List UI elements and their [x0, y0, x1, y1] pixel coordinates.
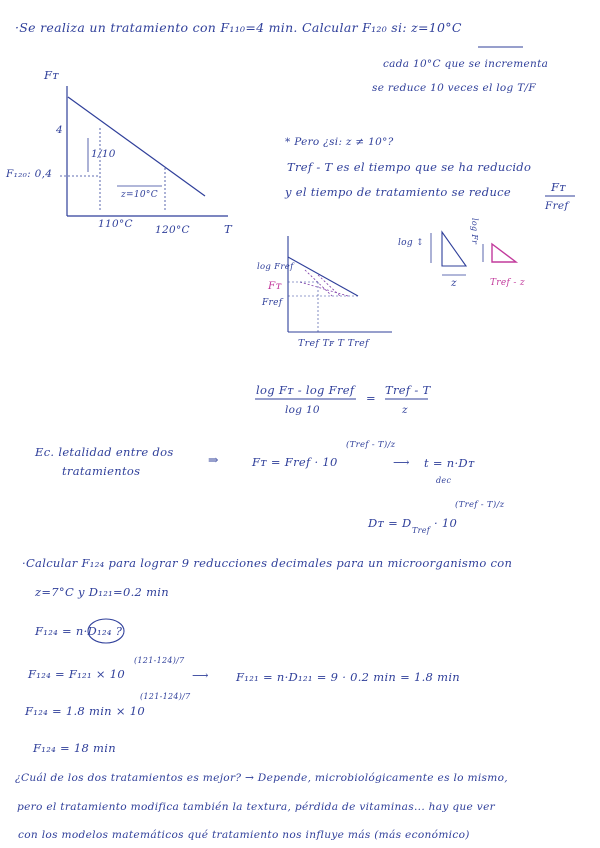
lethality-arrow2: ⟶ [393, 455, 410, 469]
eq1-rhs-num: Tref - T [385, 383, 431, 397]
graph2-y-top: log Fref [257, 262, 294, 272]
graph1-x-110: 110°C [98, 218, 133, 230]
lethality-eq-exp: (Tref - T)/z [346, 440, 396, 450]
lethality-eq3-sub: Tref [412, 526, 431, 535]
graph1-curve [68, 97, 205, 196]
triangle-log-label: log ↕ [398, 238, 424, 248]
eq1-rhs-den: z [402, 404, 408, 416]
triangle-z-label: z [451, 277, 457, 289]
z-note-frac-num: Fᴛ [551, 180, 566, 194]
z-note-line2: Tref - T es el tiempo que se ha reducido [287, 160, 532, 174]
graph1-delta: 1/10 [91, 148, 116, 160]
problem2-step3-exp: (121-124)/7 [140, 692, 191, 701]
problem2-step2-arrow: ⟶ [192, 668, 209, 682]
graph1-tick-4: 4 [56, 124, 63, 136]
lethality-eq2: t = n·Dᴛ [424, 456, 475, 470]
triangle-tref-label: Tref - z [490, 278, 525, 288]
z-note-line3: y el tiempo de tratamiento se reduce [285, 185, 511, 199]
graph1-y-label: Fᴛ [44, 68, 59, 82]
conclusion-line1: ¿Cuál de los dos tratamientos es mejor? → Depende, microbiológicamente es lo mismo, [15, 772, 508, 784]
lethality-arrow: ⇒ [208, 452, 219, 467]
graph2-y-mid: Fᴛ [268, 280, 282, 292]
problem2-step2-exp: (121-124)/7 [134, 656, 185, 665]
note-line2: se reduce 10 veces el log T/F [372, 82, 536, 94]
lethality-eq: Fᴛ = Fref · 10 [252, 455, 338, 469]
problem2-step1: F₁₂₄ = n·D₁₂₄ ? [35, 624, 123, 638]
eq1-equals: = [366, 391, 376, 405]
triangle-vertical-text: log Fr [470, 218, 479, 245]
problem2-step3: F₁₂₄ = 1.8 min × 10 [25, 704, 145, 718]
problem1-statement: ·Se realiza un tratamiento con F₁₁₀=4 min. Calcular F₁₂₀ si: z=10°C [15, 20, 462, 35]
eq1-num: log Fᴛ - log Fref [256, 383, 355, 397]
problem2-step2: F₁₂₄ = F₁₂₁ × 10 [28, 667, 125, 681]
note-line1: cada 10°C que se incrementa [383, 58, 549, 70]
conclusion-line3: con los modelos matemáticos qué tratamiento nos influye más (más económico) [18, 829, 470, 841]
z-note-line1: * Pero ¿si: z ≠ 10°? [285, 136, 394, 148]
graph2-y-low: Fref [262, 298, 283, 308]
problem2-line2: z=7°C y D₁₂₁=0.2 min [35, 585, 169, 599]
problem2-step2-right: F₁₂₁ = n·D₁₂₁ = 9 · 0.2 min = 1.8 min [236, 670, 461, 684]
lethality-line1: Ec. letalidad entre dos [35, 445, 174, 459]
lethality-eq3-exp: (Tref - T)/z [455, 500, 505, 510]
graph2 [288, 236, 392, 332]
graph1-f120-label: F₁₂₀: 0,4 [6, 168, 53, 180]
z-note-frac-den: Fref [545, 200, 569, 212]
graph1-z-arrow-label: z=10°C [121, 190, 158, 200]
lethality-eq2-sub: dec [436, 476, 452, 485]
conclusion-line2: pero el tratamiento modifica también la textura, pérdida de vitaminas... hay que ver [17, 801, 495, 813]
lethality-line2: tratamientos [62, 464, 141, 478]
lethality-eq3-rest: · 10 [434, 516, 458, 530]
eq1-den: log 10 [285, 404, 320, 416]
problem2-line1: ·Calcular F₁₂₄ para lograr 9 reducciones decimales para un microorganismo con [22, 556, 513, 570]
graph1-x-120: 120°C [155, 224, 190, 236]
graph2-x-labels: Tref Tꜰ T Tref [298, 338, 369, 349]
graph1-x-axis-label: T [224, 222, 232, 236]
problem2-result: F₁₂₄ = 18 min [33, 741, 116, 755]
lethality-eq3: Dᴛ = D [368, 516, 412, 530]
